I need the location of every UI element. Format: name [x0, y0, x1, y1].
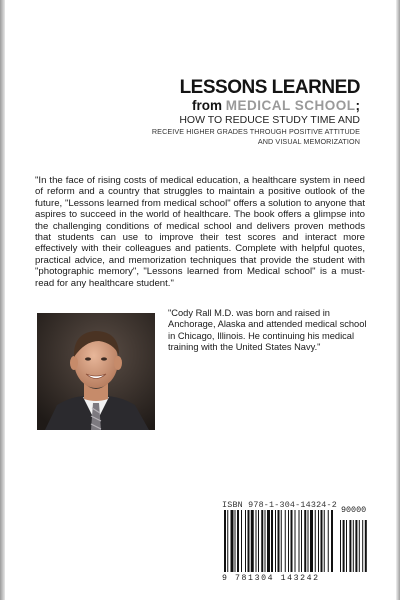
barcode-bar — [227, 510, 228, 572]
barcode-bar — [271, 510, 273, 572]
barcode-bar — [331, 510, 333, 572]
isbn-barcode — [222, 510, 370, 574]
barcode-bar — [291, 510, 293, 572]
subtitle-line2: RECEIVE HIGHER GRADES THROUGH POSITIVE ATTITUDE — [151, 127, 360, 136]
barcode-digits: 9 781304 143242 — [222, 574, 320, 583]
barcode-bar — [251, 510, 254, 572]
barcode-addon-bar — [359, 520, 360, 572]
barcode-bar — [288, 510, 289, 572]
barcode-bar — [310, 510, 313, 572]
barcode-bar — [248, 510, 250, 572]
barcode-bar — [285, 510, 286, 572]
barcode-bar — [301, 510, 302, 572]
barcode-bar — [231, 510, 234, 572]
isbn-label: ISBN 978-1-304-14324-2 — [222, 500, 337, 510]
barcode-addon-bar — [365, 520, 367, 572]
barcode-bar — [265, 510, 266, 572]
book-title-line2 — [60, 98, 360, 113]
barcode-bar — [245, 510, 246, 572]
barcode-bar — [237, 510, 239, 572]
title-semicolon: ; — [355, 98, 360, 113]
barcode-bar — [308, 510, 309, 572]
barcode-bar — [224, 510, 226, 572]
barcode-bar — [299, 510, 300, 572]
barcode-bar — [281, 510, 282, 572]
author-portrait-image — [37, 313, 155, 430]
title-block — [60, 78, 360, 146]
barcode-bar — [328, 510, 329, 572]
price-code: 90000 — [341, 505, 367, 515]
author-photo — [37, 313, 155, 430]
barcode-bar — [318, 510, 319, 572]
barcode-bar — [261, 510, 263, 572]
barcode-bar — [324, 510, 325, 572]
title-from: from — [191, 98, 226, 113]
page-edge-right — [396, 0, 400, 600]
barcode-bar — [256, 510, 257, 572]
barcode-bar — [241, 510, 242, 572]
title-accent: MEDICAL SCHOOL — [225, 98, 356, 113]
subtitle-line1: HOW TO REDUCE STUDY TIME AND — [179, 114, 360, 126]
barcode-bar — [267, 510, 270, 572]
barcode-addon-bar — [355, 520, 357, 572]
subtitle-line3: AND VISUAL MEMORIZATION — [257, 137, 360, 146]
barcode-addon-bar — [346, 520, 347, 572]
barcode-bar — [295, 510, 296, 572]
barcode-addon-bar — [353, 520, 354, 572]
author-bio: "Cody Rall M.D. was born and raised in Anchorage, Alaska and attended medical school in Chicago, Illinois. He continuing his medical training with the United States Navy." — [168, 308, 367, 353]
barcode-bar — [315, 510, 316, 572]
barcode-bar — [321, 510, 323, 572]
book-title: LESSONS LEARNED — [179, 77, 360, 98]
book-blurb: "In the face of rising costs of medical education, a healthcare system in need of reform and a country that struggles to maintain a positive outlook of the future, "Lessons learned from medical school" offers a solution to anyone that aspires to succeed in the world of healthcare. The book offers a glimpse into the challenging conditions of medical school and delivers proven methods that students can use to improve their test scores and interact more effectively with their colleagues and patients. Complete with helpful quotes, practical advice, and memorization techniques that provide the student with "photographic memory", "Lessons learned from Medical school" is a must-read for any healthcare student." — [35, 175, 365, 289]
barcode-bar — [235, 510, 236, 572]
page-edge-left — [0, 0, 5, 600]
barcode-addon-bar — [343, 520, 345, 572]
barcode-bar — [278, 510, 280, 572]
barcode-addon-bar — [349, 520, 351, 572]
barcode-bar — [258, 510, 259, 572]
barcode-bar — [304, 510, 306, 572]
barcode-addon-bar — [340, 520, 341, 572]
barcode-bar — [275, 510, 276, 572]
barcode-addon-bar — [362, 520, 363, 572]
